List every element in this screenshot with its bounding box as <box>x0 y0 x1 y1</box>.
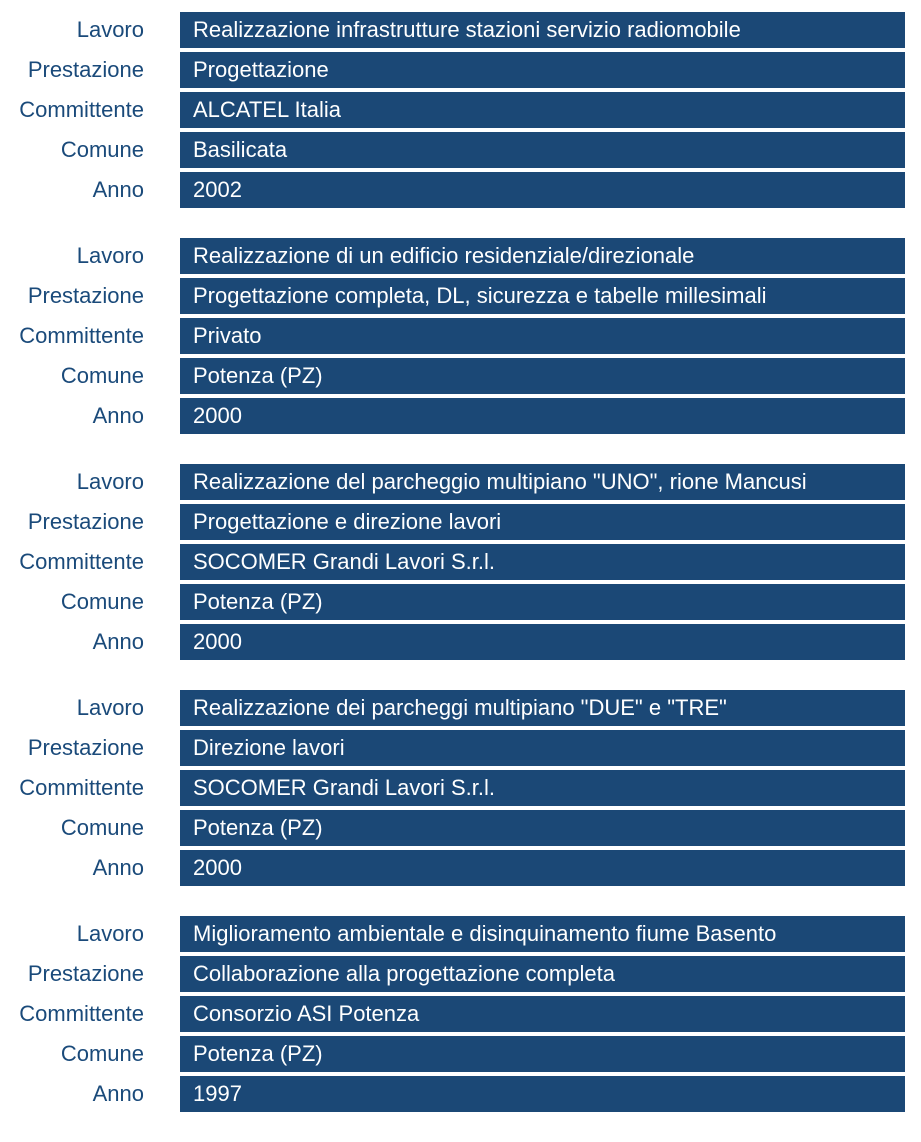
label-anno: Anno <box>92 855 144 880</box>
value-prestazione: Progettazione e direzione lavori <box>180 504 905 540</box>
row-lavoro <box>0 12 921 48</box>
row-anno <box>0 624 921 660</box>
value-comune: Potenza (PZ) <box>180 358 905 394</box>
label-comune: Comune <box>60 137 144 162</box>
row-prestazione <box>0 504 921 540</box>
value-anno: 2000 <box>180 398 905 434</box>
label-lavoro: Lavoro <box>76 469 144 494</box>
label-comune: Comune <box>60 363 144 388</box>
value-lavoro: Realizzazione dei parcheggi multipiano "DUE" e "TRE" <box>180 690 905 726</box>
row-lavoro <box>0 690 921 726</box>
value-lavoro: Realizzazione di un edificio residenziale/direzionale <box>180 238 905 274</box>
project-list <box>0 12 921 1142</box>
project-entry <box>0 12 921 208</box>
row-comune <box>0 1036 921 1072</box>
label-lavoro: Lavoro <box>76 695 144 720</box>
row-comune <box>0 358 921 394</box>
value-lavoro: Miglioramento ambientale e disinquinamento fiume Basento <box>180 916 905 952</box>
label-prestazione: Prestazione <box>27 961 144 986</box>
value-prestazione: Progettazione completa, DL, sicurezza e tabelle millesimali <box>180 278 905 314</box>
label-prestazione: Prestazione <box>27 283 144 308</box>
value-anno: 2002 <box>180 172 905 208</box>
row-anno <box>0 398 921 434</box>
row-committente <box>0 544 921 580</box>
label-committente: Committente <box>19 97 144 122</box>
row-prestazione <box>0 52 921 88</box>
label-committente: Committente <box>19 1001 144 1026</box>
label-comune: Comune <box>60 589 144 614</box>
label-anno: Anno <box>92 403 144 428</box>
value-committente: SOCOMER Grandi Lavori S.r.l. <box>180 544 905 580</box>
label-comune: Comune <box>60 815 144 840</box>
label-prestazione: Prestazione <box>27 509 144 534</box>
value-anno: 1997 <box>180 1076 905 1112</box>
row-prestazione <box>0 278 921 314</box>
row-committente <box>0 996 921 1032</box>
value-comune: Potenza (PZ) <box>180 810 905 846</box>
value-comune: Basilicata <box>180 132 905 168</box>
row-comune <box>0 132 921 168</box>
project-entry <box>0 690 921 886</box>
label-committente: Committente <box>19 323 144 348</box>
row-committente <box>0 92 921 128</box>
value-lavoro: Realizzazione infrastrutture stazioni servizio radiomobile <box>180 12 905 48</box>
value-prestazione: Direzione lavori <box>180 730 905 766</box>
label-lavoro: Lavoro <box>76 243 144 268</box>
label-committente: Committente <box>19 549 144 574</box>
value-anno: 2000 <box>180 624 905 660</box>
row-anno <box>0 1076 921 1112</box>
label-comune: Comune <box>60 1041 144 1066</box>
row-lavoro <box>0 916 921 952</box>
project-entry <box>0 916 921 1112</box>
value-committente: Consorzio ASI Potenza <box>180 996 905 1032</box>
label-lavoro: Lavoro <box>76 921 144 946</box>
value-comune: Potenza (PZ) <box>180 584 905 620</box>
label-anno: Anno <box>92 1081 144 1106</box>
label-prestazione: Prestazione <box>27 735 144 760</box>
row-committente <box>0 318 921 354</box>
value-committente: Privato <box>180 318 905 354</box>
project-entry <box>0 238 921 434</box>
value-comune: Potenza (PZ) <box>180 1036 905 1072</box>
row-comune <box>0 810 921 846</box>
row-prestazione <box>0 730 921 766</box>
label-committente: Committente <box>19 775 144 800</box>
row-lavoro <box>0 464 921 500</box>
label-lavoro: Lavoro <box>76 17 144 42</box>
row-comune <box>0 584 921 620</box>
value-anno: 2000 <box>180 850 905 886</box>
label-prestazione: Prestazione <box>27 57 144 82</box>
row-anno <box>0 850 921 886</box>
row-prestazione <box>0 956 921 992</box>
project-entry <box>0 464 921 660</box>
value-committente: ALCATEL Italia <box>180 92 905 128</box>
value-prestazione: Collaborazione alla progettazione completa <box>180 956 905 992</box>
label-anno: Anno <box>92 629 144 654</box>
value-lavoro: Realizzazione del parcheggio multipiano "UNO", rione Mancusi <box>180 464 905 500</box>
row-committente <box>0 770 921 806</box>
value-prestazione: Progettazione <box>180 52 905 88</box>
row-lavoro <box>0 238 921 274</box>
value-committente: SOCOMER Grandi Lavori S.r.l. <box>180 770 905 806</box>
label-anno: Anno <box>92 177 144 202</box>
row-anno <box>0 172 921 208</box>
